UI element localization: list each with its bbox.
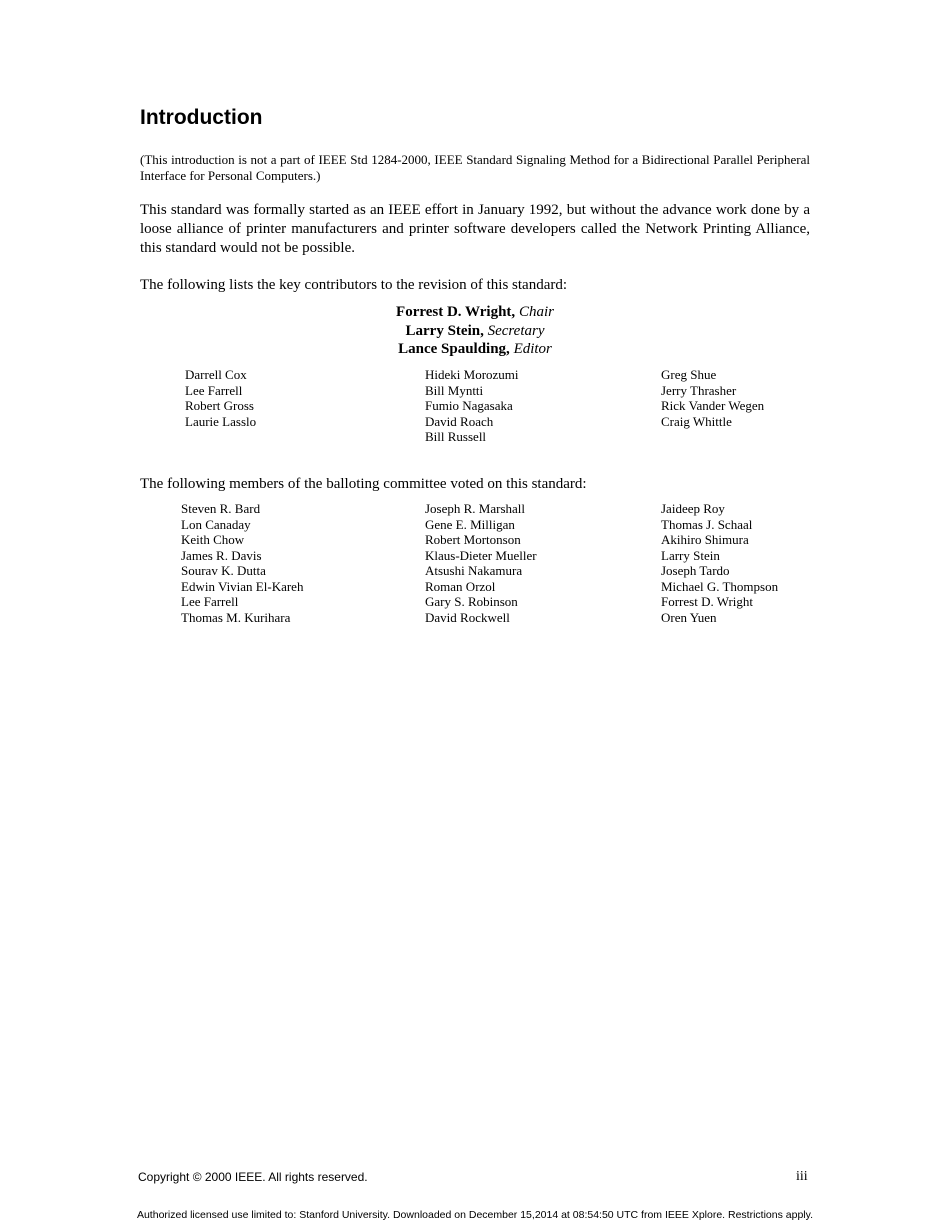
contributors-column-1 [185,367,256,429]
introduction-note: (This introduction is not a part of IEEE Std 1284-2000, IEEE Standard Signaling Method for a Bidirectional Parallel Peripheral Interface for Personal Computers.) [140,152,810,183]
contributor-name: David Roach [425,413,494,429]
ballot-member-name: James R. Davis [181,547,262,563]
ballot-member-name: Sourav K. Dutta [181,563,266,578]
contributor-name: Bill Russell [425,429,487,444]
contributor-name: Darrell Cox [185,367,247,382]
ballot-member-name: Gary S. Robinson [425,594,518,609]
page-title: Introduction [140,106,263,129]
officer-role: Editor [513,341,552,357]
contributor-name: Lee Farrell [185,382,243,398]
contributor-name: Laurie Lasslo [185,413,257,429]
ballot-member-name: David Rockwell [425,609,510,625]
ballot-member-name: Jaideep Roy [661,501,725,516]
balloting-intro: The following members of the balloting committee voted on this standard: [140,476,587,492]
ballot-member-name: Joseph R. Marshall [425,501,526,516]
ballot-member-name: Michael G. Thompson [661,578,779,594]
page-number: iii [796,1169,808,1184]
footer-copyright: Copyright © 2000 IEEE. All rights reserved. [138,1170,368,1184]
history-paragraph: This standard was formally started as an IEEE effort in January 1992, but without the advance work done by a loose alliance of printer manufacturers and printer software developers called the Network Printing Alliance, this standard would not be possible. [140,202,810,256]
ballot-member-name: Keith Chow [181,532,245,547]
ballot-member-name: Thomas J. Schaal [661,516,753,532]
ballot-member-name: Atsushi Nakamura [425,563,523,578]
ballot-member-name: Thomas M. Kurihara [181,609,291,625]
balloting-column-1 [181,501,303,625]
balloting-column-2 [425,501,537,625]
officer-name: Lance Spaulding, [398,341,510,357]
ballot-member-name: Edwin Vivian El-Kareh [181,578,304,594]
contributors-intro: The following lists the key contributors to the revision of this standard: [140,277,568,293]
officer-name: Larry Stein, [405,322,484,339]
contributors-column-2 [425,367,519,445]
contributors-column-3 [661,367,764,429]
contributor-name: Bill Myntti [425,382,484,398]
contributor-name: Craig Whittle [661,413,732,429]
ballot-member-name: Joseph Tardo [661,563,730,578]
contributor-name: Rick Vander Wegen [661,398,765,413]
officers-block [140,303,810,359]
ballot-member-name: Akihiro Shimura [661,532,749,547]
ballot-member-name: Gene E. Milligan [425,516,515,532]
ballot-member-name: Lee Farrell [181,594,239,609]
contributor-name: Robert Gross [185,398,254,413]
ballot-member-name: Oren Yuen [661,609,717,625]
ballot-member-name: Larry Stein [661,547,720,563]
contributor-name: Greg Shue [661,367,717,382]
ballot-member-name: Roman Orzol [425,578,496,594]
ballot-member-name: Forrest D. Wright [661,594,754,609]
officer-name: Forrest D. Wright, [396,304,516,320]
contributor-name: Fumio Nagasaka [425,398,513,413]
contributor-name: Hideki Morozumi [425,367,519,382]
ballot-member-name: Steven R. Bard [181,501,261,516]
license-notice: Authorized licensed use limited to: Stanford University. Downloaded on December 15,2014 at 08:54:50 UTC from IEEE Xplore. Restrictions apply. [136,1209,814,1221]
officer-secretary [140,322,810,341]
officer-editor [140,340,810,359]
ballot-member-name: Lon Canaday [181,516,251,532]
ballot-member-name: Robert Mortonson [425,532,521,547]
contributor-name: Jerry Thrasher [661,382,737,398]
ballot-member-name: Klaus-Dieter Mueller [425,547,537,563]
officer-chair [140,303,810,322]
officer-role: Chair [518,304,554,320]
balloting-column-3 [661,501,778,625]
officer-role: Secretary [487,322,545,339]
